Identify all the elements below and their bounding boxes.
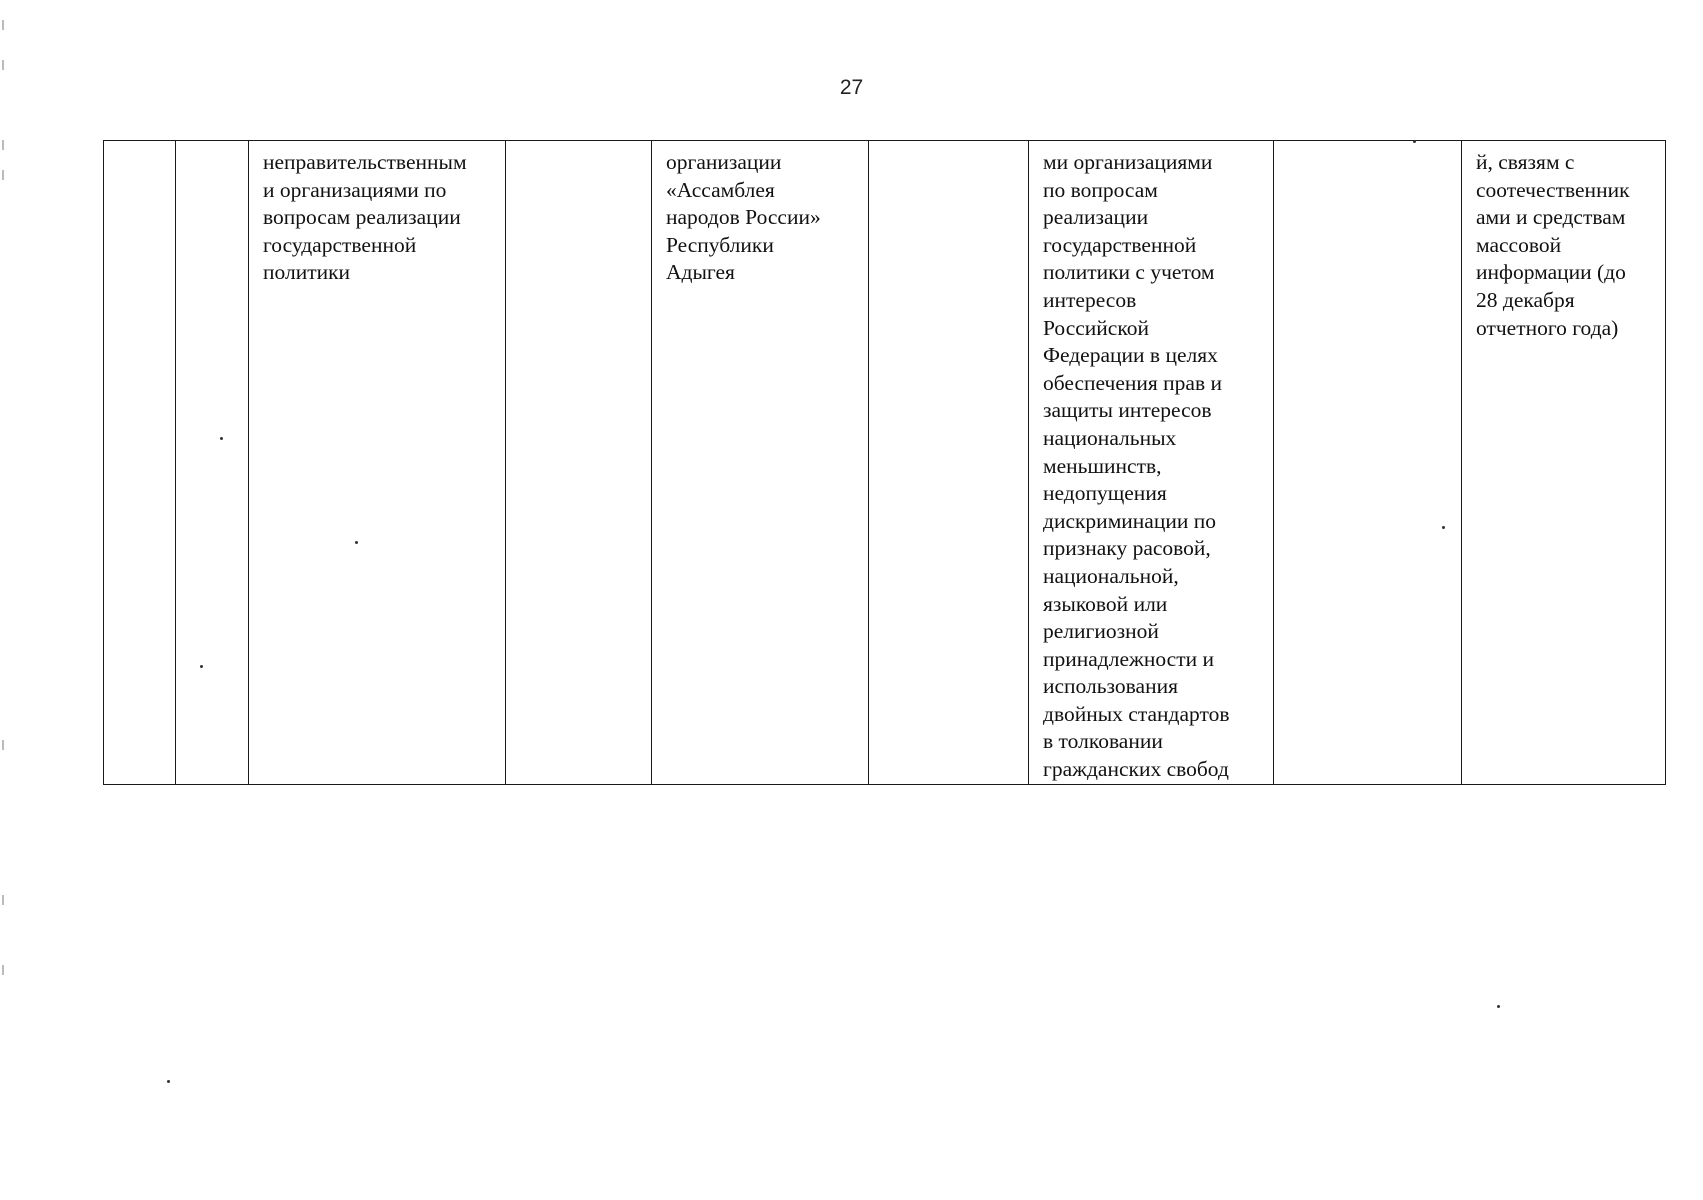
scan-margin-mark	[2, 740, 4, 750]
table-cell-col-5: организации «Ассамблея народов России» Республики Адыгея	[652, 141, 869, 785]
table-cell-col-3: неправительственным и организациями по вопросам реализации государственной политики	[249, 141, 506, 785]
page-number: 27	[839, 76, 864, 99]
scan-margin-mark	[2, 965, 4, 975]
scan-speck	[1413, 140, 1416, 143]
scan-margin-mark	[2, 895, 4, 905]
scan-speck	[200, 665, 203, 668]
table-cell-col-4	[506, 141, 652, 785]
table-row	[104, 141, 1666, 785]
table-cell-col-2	[176, 141, 249, 785]
scan-speck	[220, 437, 223, 440]
table-cell-col-9: й, связям с соотечественник ами и средствам массовой информации (до 28 декабря отчетного года)	[1462, 141, 1666, 785]
scan-speck	[1497, 1005, 1500, 1008]
scan-speck	[355, 541, 358, 544]
scan-speck	[1442, 526, 1445, 529]
table-cell-col-1	[104, 141, 176, 785]
table-cell-col-6	[869, 141, 1029, 785]
scan-margin-mark	[2, 60, 4, 70]
table-cell-col-7: ми организациями по вопросам реализации государственной политики с учетом интересов Российской Федерации в целях обеспечения прав и защиты интересов национальных меньшинств, недопущения дискриминации по признаку расовой, национальной, языковой или религиозной принадлежности и использования двойных стандартов в толковании гражданских свобод	[1029, 141, 1274, 785]
document-table	[103, 140, 1666, 785]
scan-margin-mark	[2, 140, 4, 150]
scan-speck	[167, 1080, 170, 1083]
scan-margin-mark	[2, 170, 4, 180]
scan-margin-mark	[2, 20, 4, 30]
table-cell-col-8	[1274, 141, 1462, 785]
